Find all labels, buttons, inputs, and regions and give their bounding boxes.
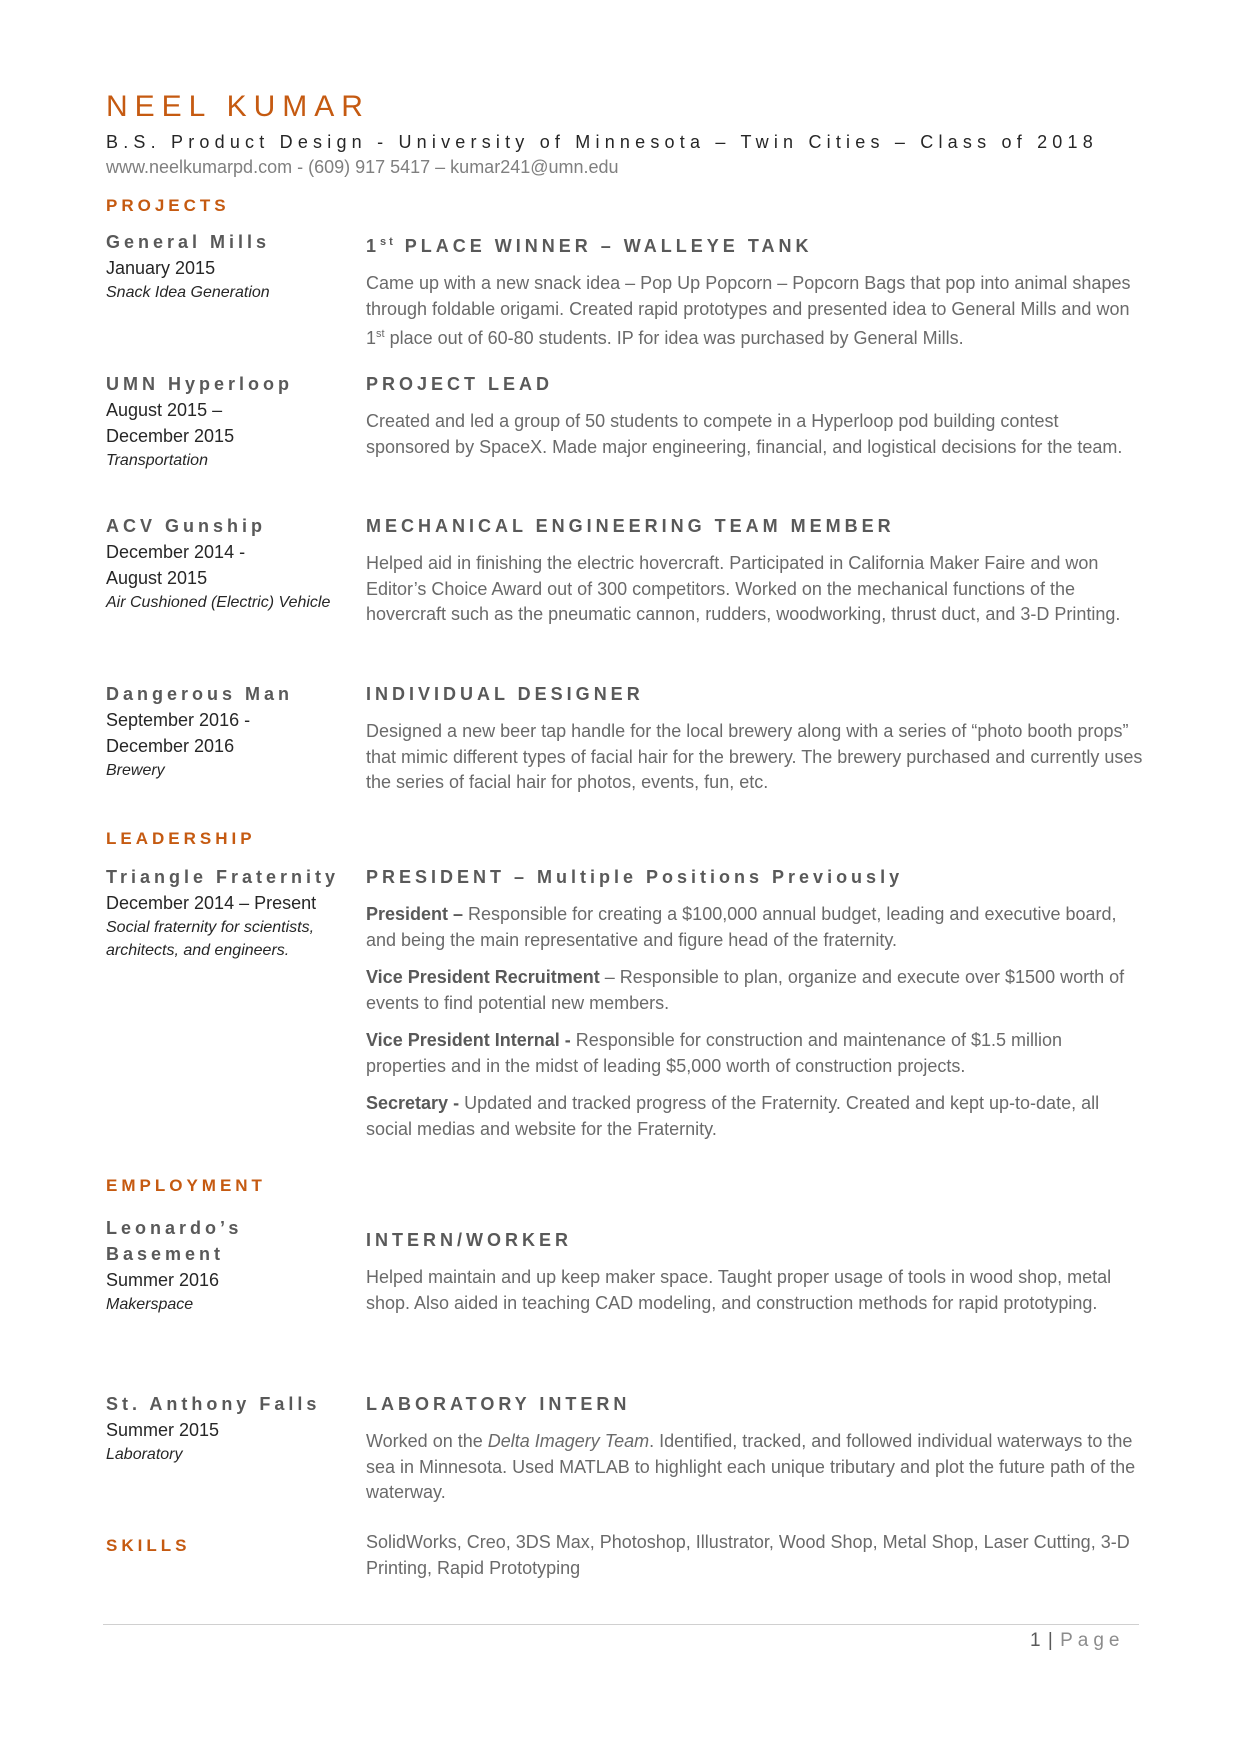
org-date: Summer 2016: [106, 1270, 220, 1290]
project-details: [366, 513, 1146, 628]
org-name: [106, 371, 346, 472]
role-title: MECHANICAL ENGINEERING TEAM MEMBER: [366, 516, 895, 536]
role-title: 1st PLACE WINNER – WALLEYE TANK: [366, 236, 813, 256]
org-name: [106, 864, 346, 962]
footer-divider: [103, 1624, 1139, 1625]
project-details: [366, 371, 1146, 460]
role-title: LABORATORY INTERN: [366, 1394, 631, 1414]
org-description: Air Cushioned (Electric) Vehicle: [106, 594, 331, 611]
role-description: Designed a new beer tap handle for the local brewery along with a series of “photo booth props” that mimic different types of facial hair for the brewery. The brewery purchased and currently uses the series of facial hair for photos, events, fun, etc.: [366, 721, 1143, 792]
position-item: Vice President Recruitment – Responsible to plan, organize and execute over $1500 worth of events to find potential new members.: [366, 967, 1125, 1013]
org-date: August 2015 – December 2015: [106, 400, 235, 446]
role-description: Helped aid in finishing the electric hovercraft. Participated in California Maker Faire and won Editor’s Choice Award out of 300 competitors. Worked on the mechanical functions of the hovercraft such as the pneumatic cannon, rudders, woodworking, thrust duct, and 3-D Printing.: [366, 553, 1121, 624]
org-date: December 2014 - August 2015: [106, 542, 246, 588]
role-title: PRESIDENT – Multiple Positions Previously: [366, 867, 904, 887]
section-title-projects: PROJECTS: [106, 196, 230, 215]
org-name: [106, 1391, 346, 1466]
skills-list: SolidWorks, Creo, 3DS Max, Photoshop, Illustrator, Wood Shop, Metal Shop, Laser Cutting, 3-D Printing, Rapid Prototyping: [366, 1532, 1130, 1578]
section-title-skills: SKILLS: [106, 1536, 191, 1555]
role-description: Worked on the Delta Imagery Team. Identified, tracked, and followed individual waterways to the sea in Minnesota. Used MATLAB to highlight each unique tributary and plot the future path of the waterway.: [366, 1431, 1136, 1502]
candidate-name: NEEL KUMAR: [106, 90, 370, 123]
org-title: Leonardo’s Basement: [106, 1218, 243, 1264]
position-item: President – Responsible for creating a $100,000 annual budget, leading and executive board, and being the main representative and figure head of the fraternity.: [366, 904, 1117, 950]
org-date: September 2016 - December 2016: [106, 710, 251, 756]
page-number: 1 | Page: [1030, 1630, 1125, 1651]
org-description: Snack Idea Generation: [106, 284, 270, 301]
org-name: [106, 681, 346, 782]
org-title: St. Anthony Falls: [106, 1394, 321, 1414]
org-description: Social fraternity for scientists, architects, and engineers.: [106, 919, 315, 959]
position-item: Vice President Internal - Responsible for construction and maintenance of $1.5 million properties and in the midst of leading $5,000 worth of construction projects.: [366, 1030, 1063, 1076]
org-description: Transportation: [106, 452, 208, 469]
org-title: UMN Hyperloop: [106, 374, 293, 394]
role-title: PROJECT LEAD: [366, 374, 554, 394]
org-date: January 2015: [106, 258, 216, 278]
contact-line: www.neelkumarpd.com - (609) 917 5417 – kumar241@umn.edu: [106, 157, 619, 177]
employment-details: [366, 1227, 1146, 1316]
position-item: Secretary - Updated and tracked progress of the Fraternity. Created and kept up-to-date, all social medias and website for the Fraternity.: [366, 1093, 1100, 1139]
org-name: [106, 229, 346, 304]
org-name: [106, 513, 346, 614]
org-title: General Mills: [106, 232, 271, 252]
employment-details: [366, 1391, 1146, 1506]
leadership-details: [366, 864, 1146, 1142]
role-title: INTERN/WORKER: [366, 1230, 572, 1250]
role-description: Helped maintain and up keep maker space. Taught proper usage of tools in wood shop, metal shop. Also aided in teaching CAD modeling, and construction methods for rapid prototyping.: [366, 1267, 1112, 1313]
section-title-employment: EMPLOYMENT: [106, 1176, 266, 1195]
org-description: Brewery: [106, 762, 165, 779]
degree-line: B.S. Product Design - University of Minnesota – Twin Cities – Class of 2018: [106, 132, 1098, 152]
role-description: Created and led a group of 50 students to compete in a Hyperloop pod building contest sponsored by SpaceX. Made major engineering, financial, and logistical decisions for the team.: [366, 411, 1123, 457]
section-title-leadership: LEADERSHIP: [106, 829, 256, 848]
org-description: Makerspace: [106, 1296, 194, 1313]
org-date: December 2014 – Present: [106, 893, 317, 913]
project-details: [366, 681, 1146, 796]
org-title: Triangle Fraternity: [106, 867, 340, 887]
role-description: Came up with a new snack idea – Pop Up Popcorn – Popcorn Bags that pop into animal shapes through foldable origami. Created rapid prototypes and presented idea to General Mills and won 1st place out of 60-80 students. IP for idea was purchased by General Mills.: [366, 273, 1131, 348]
org-date: Summer 2015: [106, 1420, 220, 1440]
role-title: INDIVIDUAL DESIGNER: [366, 684, 644, 704]
org-title: ACV Gunship: [106, 516, 266, 536]
org-description: Laboratory: [106, 1446, 183, 1463]
org-name: [106, 1215, 346, 1316]
org-title: Dangerous Man: [106, 684, 294, 704]
project-details: [366, 229, 1146, 352]
